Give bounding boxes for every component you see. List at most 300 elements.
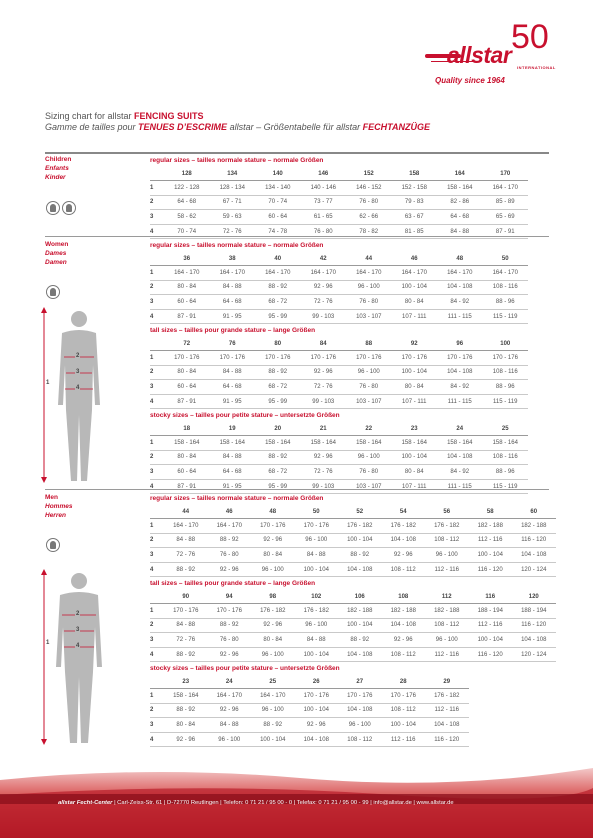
table-cell: 104 - 108 — [338, 562, 382, 577]
table-cell: 104 - 108 — [382, 618, 426, 633]
size-header-cell: 58 — [469, 506, 513, 519]
table-cell: 80 - 84 — [164, 280, 210, 295]
table-cell: 87 - 91 — [164, 479, 210, 494]
table-cell: 88 - 92 — [208, 533, 252, 548]
table-cell: 96 - 100 — [338, 718, 382, 733]
table-cell: 108 - 112 — [382, 647, 426, 662]
table-cell: 88 - 96 — [483, 465, 529, 480]
logo-international: INTERNATIONAL — [517, 65, 556, 70]
table-cell: 96 - 100 — [208, 732, 252, 747]
table-cell: 81 - 85 — [392, 224, 438, 239]
table-row — [150, 295, 528, 310]
table-cell: 80 - 84 — [164, 718, 208, 733]
size-header-cell: 112 — [425, 591, 469, 604]
size-table — [150, 676, 469, 747]
footer-details: | Carl-Zeiss-Str. 61 | D-72770 Reutlingen | Telefon: 0 71 21 / 95 00 - 0 | Telefax: 0 71 21 / 95 00 - 99 | info@allstar.de | www.allstar.de — [112, 800, 454, 806]
table-cell: 170 - 176 — [346, 351, 392, 366]
size-header-cell: 84 — [301, 338, 347, 351]
table-cell: 68 - 72 — [255, 295, 301, 310]
table-cell: 170 - 176 — [392, 351, 438, 366]
table-cell: 87 - 91 — [483, 224, 529, 239]
table-cell: 87 - 91 — [164, 394, 210, 409]
table-row — [150, 732, 469, 747]
measure-number: 2 — [150, 280, 164, 295]
table-cell: 164 - 170 — [392, 266, 438, 281]
table-cell: 108 - 116 — [483, 450, 529, 465]
measure-number: 2 — [150, 365, 164, 380]
table-cell: 112 - 116 — [382, 732, 426, 747]
table-cell: 80 - 84 — [164, 365, 210, 380]
size-header-cell: 52 — [338, 506, 382, 519]
table-cell: 100 - 104 — [392, 450, 438, 465]
table-cell: 96 - 100 — [295, 618, 339, 633]
table-cell: 112 - 116 — [425, 562, 469, 577]
table-cell: 112 - 116 — [425, 703, 469, 718]
table-cell: 116 - 120 — [512, 618, 556, 633]
table-cell: 100 - 104 — [469, 548, 513, 563]
size-header-cell: 50 — [295, 506, 339, 519]
arrow-up-icon — [41, 569, 47, 575]
size-header-cell: 29 — [425, 676, 469, 689]
table-cell: 82 - 86 — [437, 195, 483, 210]
size-header-cell: 56 — [425, 506, 469, 519]
table-cell: 100 - 104 — [295, 562, 339, 577]
table-row — [150, 365, 528, 380]
table-cell: 76 - 80 — [208, 633, 252, 648]
size-header-cell: 26 — [295, 676, 339, 689]
arrow-down-icon — [41, 477, 47, 483]
footer-contact — [58, 800, 454, 806]
table-cell: 164 - 170 — [251, 689, 295, 704]
measure-number: 3 — [150, 465, 164, 480]
table-cell: 91 - 95 — [210, 479, 256, 494]
table-cell: 100 - 104 — [382, 718, 426, 733]
table-cell: 64 - 68 — [210, 465, 256, 480]
table-cell: 120 - 124 — [512, 562, 556, 577]
women-label-en: Women — [45, 241, 69, 248]
table-heading: regular sizes – tailles normale stature – normale Größen — [150, 157, 324, 164]
table-cell: 152 - 158 — [392, 181, 438, 196]
table-cell: 67 - 71 — [210, 195, 256, 210]
table-cell: 91 - 95 — [210, 309, 256, 324]
measure-number: 1 — [150, 689, 164, 704]
size-header-cell: 60 — [512, 506, 556, 519]
table-cell: 95 - 99 — [255, 479, 301, 494]
table-cell: 115 - 119 — [483, 479, 529, 494]
table-row — [150, 380, 528, 395]
size-header-cell: 80 — [255, 338, 301, 351]
size-header-cell: 146 — [301, 168, 347, 181]
table-cell: 158 - 164 — [301, 436, 347, 451]
table-cell: 88 - 92 — [164, 647, 208, 662]
size-header-cell: 44 — [346, 253, 392, 266]
table-cell: 84 - 92 — [437, 295, 483, 310]
table-cell: 176 - 182 — [425, 519, 469, 534]
women-label-fr: Dames — [45, 250, 67, 257]
woman-icon — [46, 285, 60, 299]
table-cell: 170 - 176 — [164, 604, 208, 619]
table-cell: 84 - 88 — [437, 224, 483, 239]
table-cell: 140 - 146 — [301, 181, 347, 196]
table-cell: 100 - 104 — [251, 732, 295, 747]
table-cell: 84 - 88 — [295, 633, 339, 648]
table-row — [150, 309, 528, 324]
table-cell: 170 - 176 — [295, 519, 339, 534]
size-header-cell: 40 — [255, 253, 301, 266]
table-cell: 158 - 164 — [392, 436, 438, 451]
table-cell: 60 - 64 — [164, 465, 210, 480]
size-header-cell: 76 — [210, 338, 256, 351]
men-label — [45, 493, 72, 520]
measure-number: 4 — [150, 732, 164, 747]
table-cell: 158 - 164 — [437, 181, 483, 196]
table-cell: 72 - 76 — [164, 548, 208, 563]
size-header-row — [150, 506, 556, 519]
table-heading: regular sizes – tailles normale stature – normale Größen — [150, 495, 324, 502]
table-cell: 88 - 92 — [338, 548, 382, 563]
table-cell: 164 - 170 — [164, 266, 210, 281]
size-header-cell: 72 — [164, 338, 210, 351]
table-row — [150, 436, 528, 451]
table-cell: 80 - 84 — [251, 548, 295, 563]
size-header-cell: 158 — [392, 168, 438, 181]
table-cell: 158 - 164 — [210, 436, 256, 451]
measure-number: 2 — [150, 450, 164, 465]
table-cell: 92 - 96 — [301, 450, 347, 465]
table-cell: 95 - 99 — [255, 309, 301, 324]
table-cell: 88 - 92 — [255, 450, 301, 465]
size-header-row — [150, 168, 528, 181]
size-header-cell: 106 — [338, 591, 382, 604]
table-row — [150, 280, 528, 295]
size-header-cell: 128 — [164, 168, 210, 181]
table-cell: 176 - 182 — [338, 519, 382, 534]
table-cell: 76 - 80 — [346, 380, 392, 395]
table-cell: 92 - 96 — [251, 618, 295, 633]
table-cell: 70 - 74 — [164, 224, 210, 239]
size-header-cell: 102 — [295, 591, 339, 604]
measure-number: 2 — [150, 195, 164, 210]
table-cell: 96 - 100 — [346, 450, 392, 465]
size-header-cell: 24 — [208, 676, 252, 689]
table-cell: 170 - 176 — [295, 689, 339, 704]
table-cell: 107 - 111 — [392, 394, 438, 409]
size-header-cell: 38 — [210, 253, 256, 266]
table-cell: 115 - 119 — [483, 394, 529, 409]
arrow-up-icon — [41, 307, 47, 313]
measure-number: 4 — [150, 224, 164, 239]
figure-label-1: 1 — [46, 640, 50, 646]
table-cell: 88 - 92 — [338, 633, 382, 648]
table-cell: 158 - 164 — [437, 436, 483, 451]
subtitle-middle: allstar – Größentabelle für allstar — [227, 122, 363, 132]
size-header-cell: 24 — [437, 423, 483, 436]
woman-body-figure — [40, 305, 110, 485]
size-header-cell: 44 — [164, 506, 208, 519]
table-cell: 176 - 182 — [425, 689, 469, 704]
table-cell: 96 - 100 — [346, 280, 392, 295]
table-cell: 88 - 92 — [255, 280, 301, 295]
figure-label-2: 2 — [76, 353, 80, 359]
table-cell: 164 - 170 — [210, 266, 256, 281]
figure-label-4: 4 — [76, 385, 80, 391]
men-label-fr: Hommes — [45, 503, 73, 510]
table-cell: 96 - 100 — [425, 633, 469, 648]
table-cell: 108 - 112 — [382, 703, 426, 718]
page-title — [45, 111, 204, 121]
figure-head — [71, 573, 87, 589]
table-cell: 92 - 96 — [251, 533, 295, 548]
table-cell: 59 - 63 — [210, 210, 256, 225]
logo-tagline: Quality since 1964 — [435, 76, 505, 85]
table-cell: 96 - 100 — [295, 533, 339, 548]
size-header-cell: 25 — [251, 676, 295, 689]
table-cell: 72 - 76 — [301, 465, 347, 480]
table-cell: 80 - 84 — [164, 450, 210, 465]
table-cell: 116 - 120 — [512, 533, 556, 548]
table-row — [150, 266, 528, 281]
table-cell: 88 - 92 — [255, 365, 301, 380]
size-header-row — [150, 591, 556, 604]
table-cell: 182 - 188 — [338, 604, 382, 619]
size-header-cell: 23 — [392, 423, 438, 436]
table-heading: tall sizes – tailles pour grande stature – lange Größen — [150, 580, 316, 587]
table-cell: 158 - 164 — [164, 689, 208, 704]
table-cell: 111 - 115 — [437, 394, 483, 409]
table-cell: 104 - 108 — [382, 533, 426, 548]
table-cell: 170 - 176 — [210, 351, 256, 366]
table-row — [150, 633, 556, 648]
size-header-cell: 54 — [382, 506, 426, 519]
table-row — [150, 718, 469, 733]
table-cell: 92 - 96 — [382, 633, 426, 648]
table-cell: 104 - 108 — [437, 280, 483, 295]
table-cell: 176 - 182 — [251, 604, 295, 619]
size-header-cell: 19 — [210, 423, 256, 436]
table-cell: 164 - 170 — [208, 689, 252, 704]
size-header-cell: 88 — [346, 338, 392, 351]
table-row — [150, 548, 556, 563]
measure-number: 2 — [150, 533, 164, 548]
size-table — [150, 168, 528, 239]
size-header-cell: 120 — [512, 591, 556, 604]
children-label-fr: Enfants — [45, 165, 69, 172]
table-cell: 68 - 72 — [255, 380, 301, 395]
table-row — [150, 195, 528, 210]
table-cell: 95 - 99 — [255, 394, 301, 409]
measure-number: 1 — [150, 519, 164, 534]
measure-number: 3 — [150, 718, 164, 733]
size-header-cell: 170 — [483, 168, 529, 181]
divider — [45, 152, 549, 154]
size-header-cell: 92 — [392, 338, 438, 351]
logo-wordmark: allstar — [447, 42, 512, 68]
table-heading: regular sizes – tailles normale stature – normale Größen — [150, 242, 324, 249]
table-cell: 72 - 76 — [164, 633, 208, 648]
table-cell: 104 - 108 — [425, 718, 469, 733]
footer-company: allstar Fecht-Center — [58, 800, 113, 806]
table-cell: 108 - 116 — [483, 365, 529, 380]
table-cell: 108 - 116 — [483, 280, 529, 295]
table-cell: 104 - 108 — [338, 647, 382, 662]
table-cell: 96 - 100 — [425, 548, 469, 563]
table-row — [150, 465, 528, 480]
table-cell: 164 - 170 — [346, 266, 392, 281]
table-cell: 88 - 92 — [164, 562, 208, 577]
title-prefix: Sizing chart for allstar — [45, 111, 135, 121]
table-cell: 170 - 176 — [164, 351, 210, 366]
header-blank-cell — [150, 423, 164, 436]
table-cell: 158 - 164 — [483, 436, 529, 451]
table-cell: 164 - 170 — [208, 519, 252, 534]
table-cell: 99 - 103 — [301, 309, 347, 324]
table-cell: 182 - 188 — [425, 604, 469, 619]
figure-label-2: 2 — [76, 611, 80, 617]
table-heading: stocky sizes – tailles pour petite stature – untersetzte Größen — [150, 665, 340, 672]
measure-number: 4 — [150, 647, 164, 662]
table-cell: 76 - 80 — [346, 195, 392, 210]
table-row — [150, 562, 556, 577]
table-cell: 100 - 104 — [392, 365, 438, 380]
size-header-cell: 21 — [301, 423, 347, 436]
size-header-cell: 50 — [483, 253, 529, 266]
table-cell: 72 - 76 — [210, 224, 256, 239]
table-row — [150, 703, 469, 718]
table-cell: 158 - 164 — [255, 436, 301, 451]
table-cell: 170 - 176 — [338, 689, 382, 704]
size-header-cell: 22 — [346, 423, 392, 436]
size-header-cell: 18 — [164, 423, 210, 436]
table-cell: 164 - 170 — [164, 519, 208, 534]
table-cell: 80 - 84 — [392, 295, 438, 310]
subtitle-prefix: Gamme de tailles pour — [45, 122, 139, 132]
women-label-de: Damen — [45, 259, 67, 266]
measure-number: 1 — [150, 351, 164, 366]
figure-head — [71, 311, 87, 327]
table-row — [150, 181, 528, 196]
child-icon — [62, 201, 76, 215]
table-cell: 60 - 64 — [164, 295, 210, 310]
table-row — [150, 394, 528, 409]
size-table — [150, 591, 556, 662]
children-label-en: Children — [45, 156, 72, 163]
table-cell: 92 - 96 — [301, 280, 347, 295]
table-cell: 108 - 112 — [425, 533, 469, 548]
table-cell: 73 - 77 — [301, 195, 347, 210]
table-cell: 176 - 182 — [382, 519, 426, 534]
measure-number: 2 — [150, 618, 164, 633]
size-header-cell: 23 — [164, 676, 208, 689]
table-cell: 100 - 104 — [295, 647, 339, 662]
table-cell: 96 - 100 — [346, 365, 392, 380]
size-header-cell: 140 — [255, 168, 301, 181]
table-cell: 104 - 108 — [512, 548, 556, 563]
size-header-cell: 108 — [382, 591, 426, 604]
children-label — [45, 155, 71, 182]
table-cell: 64 - 68 — [164, 195, 210, 210]
size-header-row — [150, 423, 528, 436]
table-cell: 84 - 88 — [210, 280, 256, 295]
table-cell: 103 - 107 — [346, 309, 392, 324]
size-header-cell: 164 — [437, 168, 483, 181]
table-cell: 108 - 112 — [338, 732, 382, 747]
header-blank-cell — [150, 506, 164, 519]
table-row — [150, 689, 469, 704]
size-table — [150, 506, 556, 577]
table-cell: 111 - 115 — [437, 479, 483, 494]
table-cell: 64 - 68 — [210, 295, 256, 310]
table-cell: 85 - 89 — [483, 195, 529, 210]
table-cell: 170 - 176 — [251, 519, 295, 534]
table-cell: 80 - 84 — [392, 380, 438, 395]
measure-number: 2 — [150, 703, 164, 718]
table-cell: 96 - 100 — [251, 703, 295, 718]
table-cell: 170 - 176 — [301, 351, 347, 366]
table-cell: 76 - 80 — [346, 295, 392, 310]
table-cell: 115 - 119 — [483, 309, 529, 324]
table-cell: 107 - 111 — [392, 479, 438, 494]
table-cell: 107 - 111 — [392, 309, 438, 324]
size-header-cell: 20 — [255, 423, 301, 436]
table-cell: 68 - 72 — [255, 465, 301, 480]
table-cell: 134 - 140 — [255, 181, 301, 196]
header-blank-cell — [150, 591, 164, 604]
table-cell: 76 - 80 — [208, 548, 252, 563]
arrow-down-icon — [41, 739, 47, 745]
table-cell: 103 - 107 — [346, 394, 392, 409]
table-cell: 164 - 170 — [437, 266, 483, 281]
table-row — [150, 351, 528, 366]
table-cell: 91 - 95 — [210, 394, 256, 409]
measure-number: 4 — [150, 479, 164, 494]
table-cell: 76 - 80 — [346, 465, 392, 480]
table-cell: 88 - 92 — [164, 703, 208, 718]
table-cell: 72 - 76 — [301, 295, 347, 310]
size-header-cell: 28 — [382, 676, 426, 689]
table-cell: 122 - 128 — [164, 181, 210, 196]
table-cell: 99 - 103 — [301, 394, 347, 409]
table-cell: 103 - 107 — [346, 479, 392, 494]
size-header-cell: 116 — [469, 591, 513, 604]
table-cell: 84 - 92 — [437, 380, 483, 395]
table-row — [150, 210, 528, 225]
measure-number: 1 — [150, 436, 164, 451]
size-table — [150, 423, 528, 494]
table-cell: 188 - 194 — [512, 604, 556, 619]
table-cell: 72 - 76 — [301, 380, 347, 395]
size-table — [150, 253, 528, 324]
size-header-cell: 48 — [437, 253, 483, 266]
table-cell: 104 - 108 — [437, 450, 483, 465]
size-table — [150, 338, 528, 409]
table-heading: stocky sizes – tailles pour petite stature – untersetzte Größen — [150, 412, 340, 419]
men-label-en: Men — [45, 494, 58, 501]
table-cell: 176 - 182 — [295, 604, 339, 619]
size-header-cell: 152 — [346, 168, 392, 181]
table-cell: 112 - 116 — [469, 533, 513, 548]
table-cell: 104 - 108 — [437, 365, 483, 380]
size-header-cell: 134 — [210, 168, 256, 181]
table-cell: 63 - 67 — [392, 210, 438, 225]
size-header-cell: 90 — [164, 591, 208, 604]
table-cell: 92 - 96 — [301, 365, 347, 380]
table-cell: 80 - 84 — [392, 465, 438, 480]
table-cell: 92 - 96 — [164, 732, 208, 747]
figure-label-3: 3 — [76, 369, 80, 375]
table-cell: 111 - 115 — [437, 309, 483, 324]
size-header-cell: 94 — [208, 591, 252, 604]
table-cell: 170 - 176 — [208, 604, 252, 619]
